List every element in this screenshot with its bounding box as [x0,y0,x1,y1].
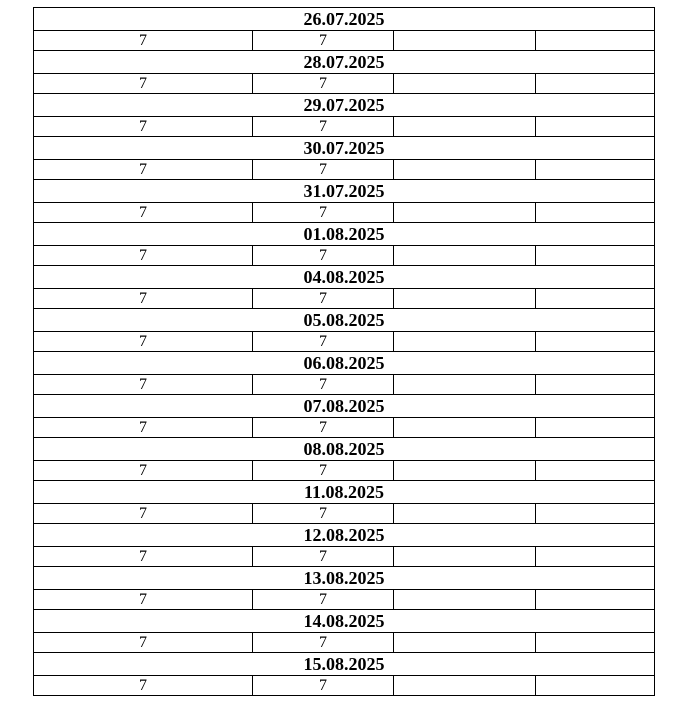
date-header-row [34,395,655,418]
date-cell: 08.08.2025 [34,438,655,461]
date-header-row [34,567,655,590]
value-cell-col-4 [536,31,655,51]
date-cell: 30.07.2025 [34,137,655,160]
value-row [34,117,655,137]
value-cell-col-1: 7 [34,74,253,94]
date-header-row [34,438,655,461]
date-header-row [34,8,655,31]
value-cell-col-2: 7 [253,590,394,610]
value-cell-col-2: 7 [253,160,394,180]
value-cell-col-4 [536,160,655,180]
value-cell-col-3 [394,375,536,395]
value-cell-col-2: 7 [253,31,394,51]
date-header-row [34,653,655,676]
date-header-row [34,137,655,160]
value-cell-col-3 [394,74,536,94]
value-cell-col-1: 7 [34,375,253,395]
value-cell-col-1: 7 [34,590,253,610]
value-cell-col-2: 7 [253,117,394,137]
date-header-row [34,309,655,332]
date-cell: 01.08.2025 [34,223,655,246]
value-cell-col-1: 7 [34,676,253,696]
value-cell-col-2: 7 [253,633,394,653]
value-cell-col-3 [394,418,536,438]
value-cell-col-1: 7 [34,117,253,137]
value-row [34,547,655,567]
value-row [34,461,655,481]
value-row [34,418,655,438]
date-cell: 07.08.2025 [34,395,655,418]
value-row [34,375,655,395]
date-cell: 06.08.2025 [34,352,655,375]
date-cell: 04.08.2025 [34,266,655,289]
value-cell-col-4 [536,590,655,610]
value-cell-col-3 [394,676,536,696]
date-cell: 12.08.2025 [34,524,655,547]
value-row [34,31,655,51]
date-header-row [34,352,655,375]
value-cell-col-2: 7 [253,504,394,524]
value-row [34,676,655,696]
value-cell-col-1: 7 [34,332,253,352]
value-cell-col-4 [536,74,655,94]
value-cell-col-2: 7 [253,246,394,266]
value-cell-col-3 [394,504,536,524]
date-header-row [34,223,655,246]
value-cell-col-1: 7 [34,160,253,180]
date-header-row [34,524,655,547]
value-cell-col-3 [394,633,536,653]
value-cell-col-4 [536,117,655,137]
value-cell-col-4 [536,676,655,696]
value-cell-col-4 [536,332,655,352]
value-row [34,160,655,180]
value-cell-col-4 [536,375,655,395]
value-cell-col-3 [394,117,536,137]
value-cell-col-3 [394,246,536,266]
value-row [34,590,655,610]
value-cell-col-1: 7 [34,418,253,438]
value-cell-col-4 [536,547,655,567]
value-cell-col-2: 7 [253,332,394,352]
date-cell: 05.08.2025 [34,309,655,332]
value-row [34,504,655,524]
value-cell-col-4 [536,289,655,309]
date-header-row [34,180,655,203]
value-cell-col-2: 7 [253,375,394,395]
value-cell-col-1: 7 [34,289,253,309]
date-header-row [34,51,655,74]
value-cell-col-1: 7 [34,461,253,481]
value-cell-col-1: 7 [34,633,253,653]
value-cell-col-2: 7 [253,74,394,94]
value-row [34,203,655,223]
value-cell-col-4 [536,504,655,524]
value-cell-col-2: 7 [253,461,394,481]
value-cell-col-4 [536,461,655,481]
date-header-row [34,610,655,633]
value-cell-col-4 [536,246,655,266]
value-cell-col-1: 7 [34,31,253,51]
value-cell-col-3 [394,461,536,481]
value-cell-col-1: 7 [34,504,253,524]
value-cell-col-3 [394,332,536,352]
date-cell: 15.08.2025 [34,653,655,676]
value-cell-col-2: 7 [253,676,394,696]
date-header-row [34,94,655,117]
value-row [34,633,655,653]
date-cell: 26.07.2025 [34,8,655,31]
schedule-table-body [34,8,655,696]
value-cell-col-1: 7 [34,246,253,266]
value-cell-col-1: 7 [34,203,253,223]
date-cell: 13.08.2025 [34,567,655,590]
date-cell: 11.08.2025 [34,481,655,504]
date-cell: 28.07.2025 [34,51,655,74]
value-row [34,289,655,309]
value-row [34,74,655,94]
value-cell-col-2: 7 [253,289,394,309]
date-cell: 29.07.2025 [34,94,655,117]
value-cell-col-3 [394,590,536,610]
value-cell-col-2: 7 [253,547,394,567]
value-cell-col-4 [536,418,655,438]
date-cell: 31.07.2025 [34,180,655,203]
date-header-row [34,266,655,289]
value-cell-col-3 [394,547,536,567]
value-row [34,332,655,352]
schedule-table [33,7,655,696]
value-cell-col-3 [394,31,536,51]
value-row [34,246,655,266]
value-cell-col-2: 7 [253,203,394,223]
value-cell-col-1: 7 [34,547,253,567]
date-header-row [34,481,655,504]
value-cell-col-2: 7 [253,418,394,438]
value-cell-col-4 [536,633,655,653]
value-cell-col-3 [394,160,536,180]
date-cell: 14.08.2025 [34,610,655,633]
value-cell-col-3 [394,203,536,223]
value-cell-col-3 [394,289,536,309]
value-cell-col-4 [536,203,655,223]
